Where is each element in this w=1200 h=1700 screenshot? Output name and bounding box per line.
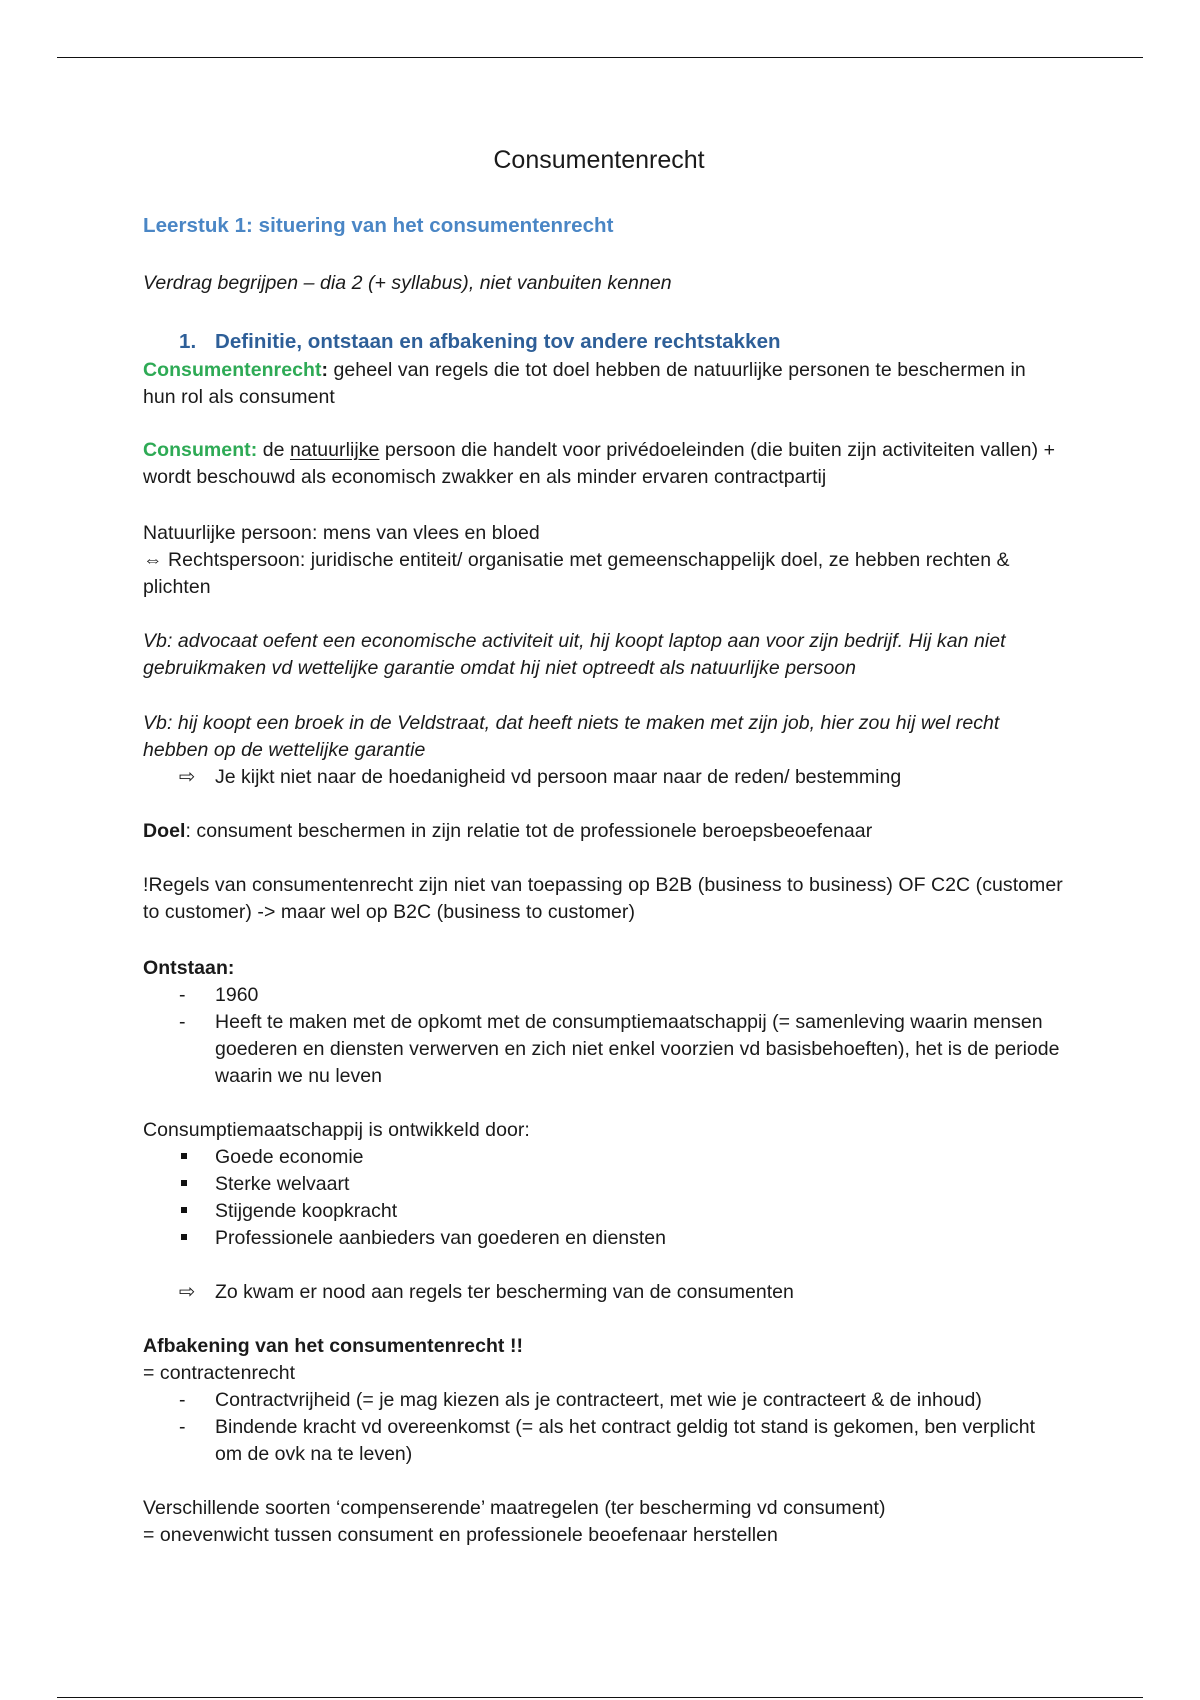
example-1: Vb: advocaat oefent een economische activiteit uit, hij koopt laptop aan voor zijn bedrijf. Hij kan niet gebruikmaken vd wettelijke garantie omdat hij niet optreedt als natuurlijke persoon	[143, 630, 1006, 679]
list-item	[143, 1009, 1063, 1090]
rechtspersoon-text: Rechtspersoon: juridische entiteit/ organisatie met gemeenschappelijk doel, ze hebben rechten & plichten	[143, 549, 1010, 598]
top-rule	[57, 57, 1143, 58]
definition-text: persoon die handelt voor privédoeleinden (die buiten zijn activiteiten vallen) + wordt beschouwd als economisch zwakker en als minder ervaren contractpartij	[143, 439, 1056, 488]
leerstuk-heading: Leerstuk 1: situering van het consumentenrecht	[143, 214, 614, 237]
definition-consument	[143, 437, 1063, 491]
dash-icon: -	[179, 984, 186, 1006]
list-item-text: Bindende kracht vd overeenkomst (= als het contract geldig tot stand is gekomen, ben verplicht om de ovk na te leven)	[215, 1416, 1035, 1465]
definition-consumentenrecht	[143, 357, 1063, 411]
section-heading	[179, 328, 1099, 356]
square-bullet-icon	[181, 1153, 187, 1159]
consumptie-intro: Consumptiemaatschappij is ontwikkeld door:	[143, 1119, 530, 1141]
list-item	[143, 1387, 1063, 1414]
onevenwicht: = onevenwicht tussen consument en professionele beoefenaar herstellen	[143, 1524, 778, 1546]
ontstaan-list	[143, 982, 1063, 1090]
square-bullet-icon	[181, 1207, 187, 1213]
doel-text: : consument beschermen in zijn relatie tot de professionele beroepsbeoefenaar	[185, 820, 873, 842]
arrow-note-1	[179, 764, 1063, 791]
doel	[143, 818, 1063, 845]
dash-icon: -	[179, 1389, 186, 1411]
study-note: Verdrag begrijpen – dia 2 (+ syllabus), niet vanbuiten kennen	[143, 272, 672, 294]
underlined-word: natuurlijke	[289, 439, 380, 461]
list-item-text: Stijgende koopkracht	[215, 1200, 398, 1222]
list-item	[143, 1198, 1063, 1225]
list-item	[143, 982, 1063, 1009]
list-item-text: Professionele aanbieders van goederen en diensten	[215, 1227, 666, 1249]
list-item	[143, 1414, 1063, 1468]
arrow-right-icon: ⇨	[179, 1281, 196, 1303]
afbakening-sub: = contractenrecht	[143, 1362, 296, 1384]
regels-note: !Regels van consumentenrecht zijn niet van toepassing op B2B (business to business) OF C2C (customer to customer) -> maar wel op B2C (business to customer)	[143, 874, 1063, 923]
arrow-note-2	[179, 1279, 1063, 1306]
section-title: Definitie, ontstaan en afbakening tov andere rechtstakken	[215, 330, 781, 353]
consumptie-list	[143, 1144, 1063, 1252]
dash-icon: -	[179, 1011, 186, 1033]
soorten-maatregelen: Verschillende soorten ‘compenserende’ maatregelen (ter bescherming vd consument)	[143, 1497, 886, 1519]
list-item-text: 1960	[215, 984, 259, 1006]
ontstaan-heading: Ontstaan:	[143, 957, 235, 979]
list-item-text: Heeft te maken met de opkomt met de consumptiemaatschappij (= samenleving waarin mensen goederen en diensten verwerven en zich niet enkel voorzien vd basisbehoeften), het is de periode waarin we nu leven	[215, 1011, 1060, 1087]
term-consument: Consument:	[143, 439, 258, 461]
arrow-note-text: Zo kwam er nood aan regels ter bescherming van de consumenten	[215, 1281, 794, 1303]
arrow-right-icon: ⇨	[179, 766, 196, 788]
afbakening-list	[143, 1387, 1063, 1468]
square-bullet-icon	[181, 1180, 187, 1186]
natuurlijke-persoon: Natuurlijke persoon: mens van vlees en bloed	[143, 522, 540, 544]
square-bullet-icon	[181, 1234, 187, 1240]
example-2: Vb: hij koopt een broek in de Veldstraat, dat heeft niets te maken met zijn job, hier zou hij wel recht hebben op de wettelijke garantie	[143, 712, 1000, 761]
list-item-text: Contractvrijheid (= je mag kiezen als je contracteert, met wie je contracteert & de inhoud)	[215, 1389, 982, 1411]
list-item-text: Goede economie	[215, 1146, 364, 1168]
term-consumentenrecht: Consumentenrecht	[143, 359, 322, 381]
page-title: Consumentenrecht	[493, 146, 705, 174]
contrast-icon: ⇔	[143, 549, 163, 571]
list-item	[143, 1144, 1063, 1171]
section-number: 1.	[179, 330, 197, 353]
definition-pre: de	[257, 439, 290, 461]
list-item	[143, 1225, 1063, 1252]
list-item	[143, 1171, 1063, 1198]
afbakening-heading: Afbakening van het consumentenrecht !!	[143, 1335, 524, 1357]
arrow-note-text: Je kijkt niet naar de hoedanigheid vd persoon maar naar de reden/ bestemming	[215, 766, 902, 788]
definition-text: geheel van regels die tot doel hebben de natuurlijke personen te beschermen in hun rol als consument	[143, 359, 1026, 408]
bottom-rule	[57, 1697, 1143, 1698]
rechtspersoon	[143, 547, 1063, 601]
term-colon: :	[321, 359, 329, 381]
term-doel: Doel	[143, 820, 186, 842]
list-item-text: Sterke welvaart	[215, 1173, 350, 1195]
dash-icon: -	[179, 1416, 186, 1438]
